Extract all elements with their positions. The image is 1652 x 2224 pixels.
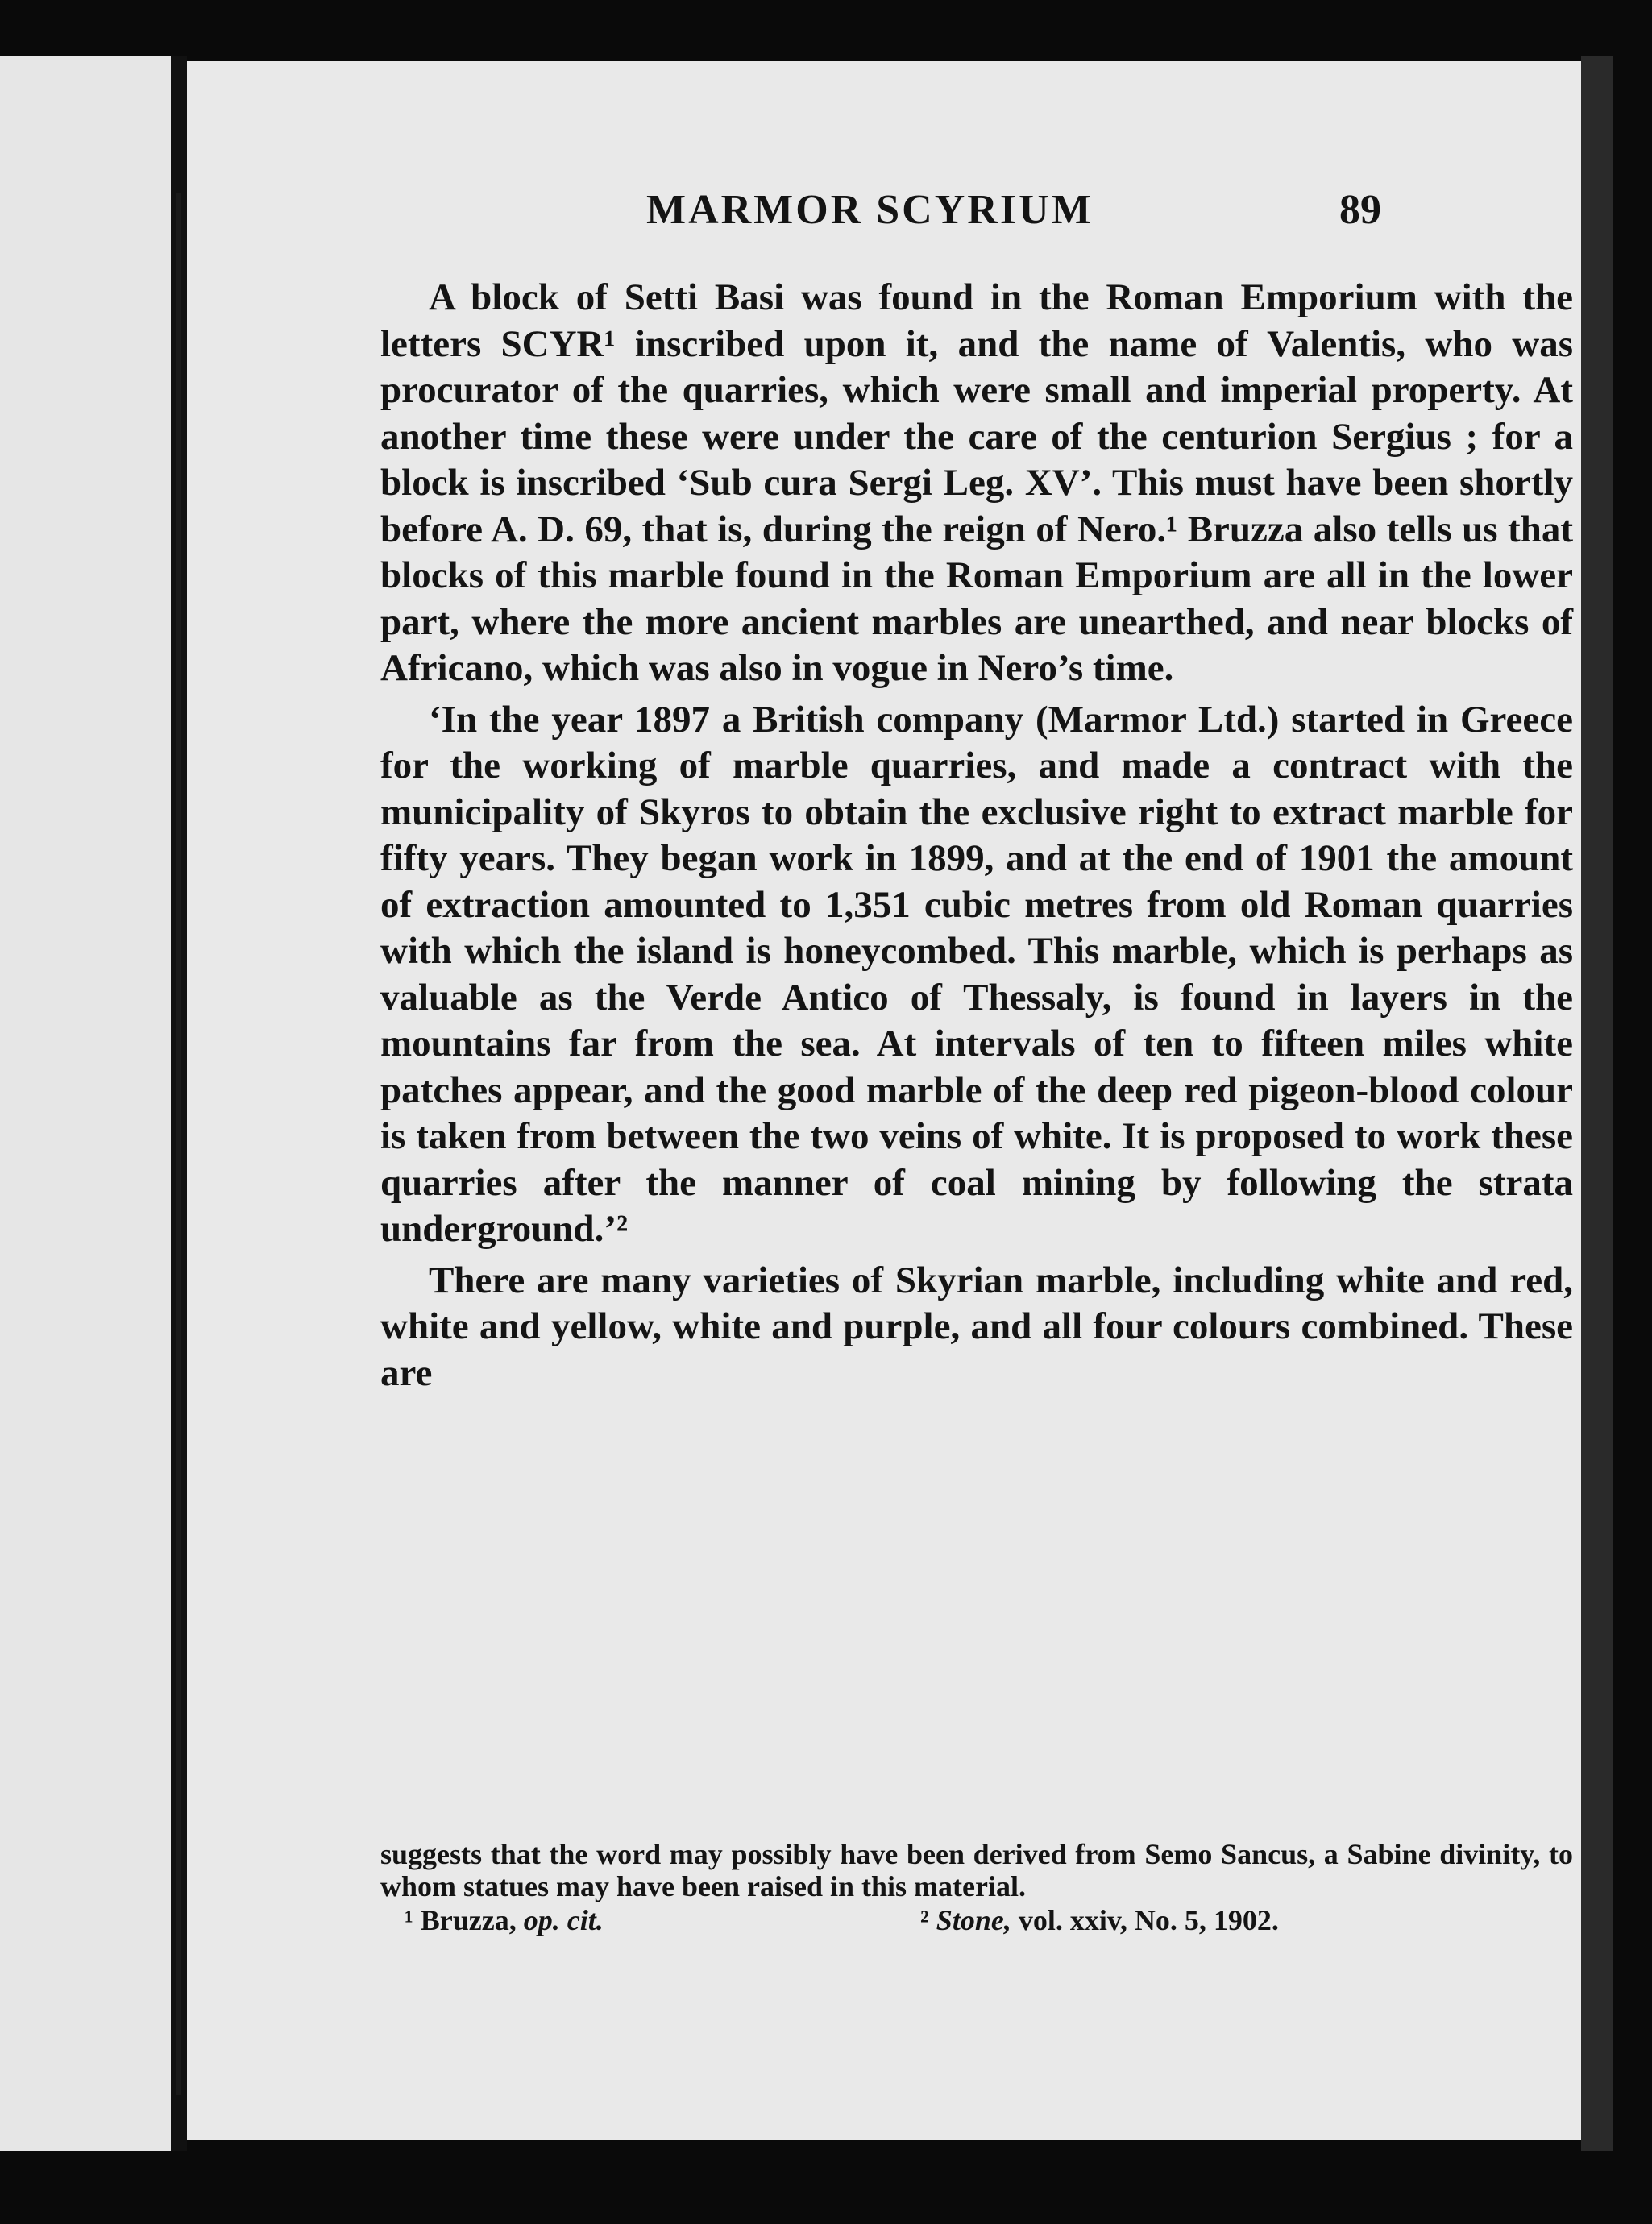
page-header [187, 186, 1581, 243]
footnotes [380, 1838, 1573, 1936]
binding-line [176, 193, 181, 2095]
footnote-continuation: suggests that the word may possibly have been derived from Semo Sancus, a Sabine divinity, to whom statues may have been raised in this material. [380, 1838, 1573, 1902]
paragraph: A block of Setti Basi was found in the Roman Emporium with the letters SCYR¹ inscribed upon it, and the name of Valentis, who was procurator of the quarries, which were small and imperial property. At another time these were under the care of the centurion Sergius ; for a block is inscribed ‘Sub cura Sergi Leg. XV’. This must have been shortly before A. D. 69, that is, during the reign of Nero.¹ Bruzza also tells us that blocks of this marble found in the Roman Emporium are all in the lower part, where the more ancient marbles are unearthed, and near blocks of Africano, which was also in vogue in Nero’s time. [380, 276, 1573, 689]
footnote-row [380, 1904, 1573, 1936]
book-page [187, 61, 1581, 2140]
page-right-edge [1581, 56, 1613, 2151]
paragraph: ‘In the year 1897 a British company (Marmor Ltd.) started in Greece for the working of marble quarries, and made a contract with the municipality of Skyros to obtain the exclusive right to extract marble for fifty years. They began work in 1899, and at the end of 1901 the amount of extraction amounted to 1,351 cubic metres from old Roman quarries with which the island is honeycombed. This marble, which is perhaps as valuable as the Verde Antico of Thessaly, is found in layers in the mountains far from the sea. At intervals of ten to fifteen miles white patches appear, and the good marble of the deep red pigeon-blood colour is taken from between the two veins of white. It is proposed to work these quarries after the manner of coal mining by following the strata underground.’² [380, 698, 1573, 1250]
paragraph: There are many varieties of Skyrian marble, including white and red, white and yellow, white and purple, and all four colours combined. These are [380, 1259, 1573, 1394]
running-title: MARMOR SCYRIUM [646, 187, 1094, 233]
footnote-1: ¹ Bruzza, op. cit. [405, 1904, 604, 1936]
facing-page-edge [0, 56, 171, 2151]
footnote-2: ² Stone, vol. xxiv, No. 5, 1902. [920, 1904, 1279, 1936]
body-text [380, 275, 1573, 1396]
page-number: 89 [1339, 187, 1381, 233]
